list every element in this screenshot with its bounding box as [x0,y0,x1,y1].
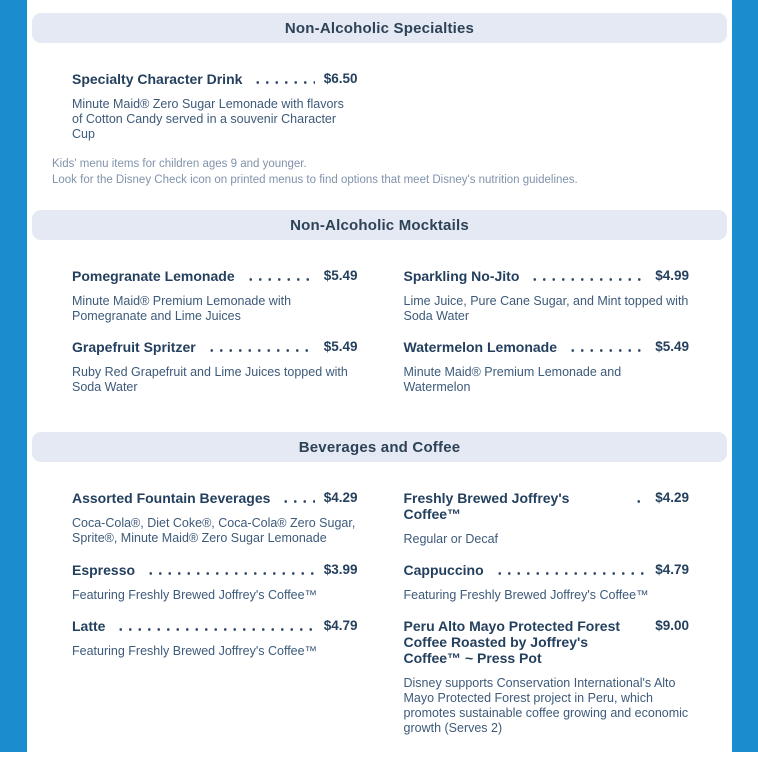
section-title: Beverages and Coffee [298,438,461,456]
menu-item-price: $5.49 [655,339,689,354]
dot-leader [146,572,315,575]
menu-item-description: Coca-Cola®, Diet Coke®, Coca-Cola® Zero Sugar, Sprite®, Minute Maid® Zero Sugar Lemonade [72,516,356,545]
menu-item-title-row [404,618,690,666]
section-footnotes [27,157,732,188]
menu-item-name: Peru Alto Mayo Protected Forest Coffee Roasted by Joffrey's Coffee™ ~ Press Pot [403,618,621,666]
menu-item [404,562,690,603]
menu-item-name: Specialty Character Drink [72,71,243,87]
section-title: Non-Alcoholic Specialties [284,19,475,37]
dot-leader [634,500,646,503]
menu-item-price: $3.99 [323,562,358,577]
menu-item-description: Minute Maid® Premium Lemonade and Watermelon [403,365,622,394]
menu-item [404,268,690,324]
menu-item-name: Espresso [72,562,136,578]
menu-item-price: $5.49 [323,268,358,283]
menu-item-name: Latte [72,618,106,634]
menu-item [72,490,358,547]
dot-leader [568,349,646,352]
dot-leader [281,500,314,503]
menu-item-price: $6.50 [323,71,358,86]
menu-item-name: Grapefruit Spritzer [72,339,196,355]
menu-item-title-row [72,618,358,634]
section-beverages-and-coffee [27,432,732,751]
menu-item-price: $4.29 [323,490,358,505]
dot-leader [116,628,314,631]
dot-leader [495,572,647,575]
menu-item-title-row [404,339,690,355]
menu-item-description: Disney supports Conservation International's Alto Mayo Protected Forest project in Peru, which promotes sustainable coffee growing and economic growth (Serves 2) [403,676,689,735]
menu-item-price: $4.99 [655,268,689,283]
menu-item-description: Featuring Freshly Brewed Joffrey's Coffee™ [403,588,649,602]
dot-leader [246,278,315,281]
menu-item-price: $5.49 [323,339,358,354]
menu-item-description: Regular or Decaf [403,532,498,546]
left-border-rail [0,0,27,752]
menu-item-price: $4.79 [323,618,358,633]
dot-leader [207,349,315,352]
menu-item [72,562,358,603]
menu-item-price: $9.00 [655,618,689,633]
menu-item-title-row [72,339,358,355]
menu-item-title-row [72,562,358,578]
menu-item [404,339,690,395]
right-border-rail [732,0,758,752]
menu-item-description: Minute Maid® Zero Sugar Lemonade with flavors of Cotton Candy served in a souvenir Character Cup [72,97,344,141]
section-title: Non-Alcoholic Mocktails [290,216,469,234]
section-items-grid [27,71,732,157]
menu-item-title-row [404,490,690,522]
menu-content [27,0,732,773]
menu-item-title-row [404,268,690,284]
menu-item-name: Freshly Brewed Joffrey's Coffee™ [403,490,570,522]
menu-item-title-row [72,71,358,87]
section-header-bar [32,432,727,462]
menu-item [72,339,358,395]
menu-item-title-row [404,562,690,578]
menu-item-name: Pomegranate Lemonade [72,268,235,284]
section-non-alcoholic-mocktails [27,210,732,410]
menu-item-description: Lime Juice, Pure Cane Sugar, and Mint topped with Soda Water [403,294,689,323]
menu-item-name: Watermelon Lemonade [403,339,558,355]
menu-item-price: $4.29 [655,490,689,505]
menu-item-title-row [72,268,358,284]
dot-leader [253,81,314,84]
menu-item [404,490,690,547]
section-header-bar [32,210,727,240]
footnote-kids-menu: Kids' menu items for children ages 9 and younger. [52,158,307,170]
section-non-alcoholic-specialties [27,13,732,188]
dot-leader [530,278,646,281]
menu-item-name: Cappuccino [403,562,484,578]
section-items-grid [27,490,732,751]
menu-item [72,268,358,324]
section-header-bar [32,13,727,43]
footnote-disney-check: Look for the Disney Check icon on printed menus to find options that meet Disney's nutrition guidelines. [52,173,578,186]
menu-item-name: Sparkling No-Jito [403,268,520,284]
section-items-grid [27,268,732,410]
menu-item-title-row [72,490,358,506]
menu-item-name: Assorted Fountain Beverages [72,490,271,506]
menu-item-description: Featuring Freshly Brewed Joffrey's Coffee™ [72,588,318,602]
menu-item [404,618,690,736]
menu-item [72,71,358,142]
menu-item-description: Featuring Freshly Brewed Joffrey's Coffee™ [72,644,318,658]
menu-item [72,618,358,736]
menu-item-description: Minute Maid® Premium Lemonade with Pomegranate and Lime Juices [72,294,292,323]
menu-item-description: Ruby Red Grapefruit and Lime Juices topped with Soda Water [72,365,348,394]
menu-item-price: $4.79 [655,562,689,577]
